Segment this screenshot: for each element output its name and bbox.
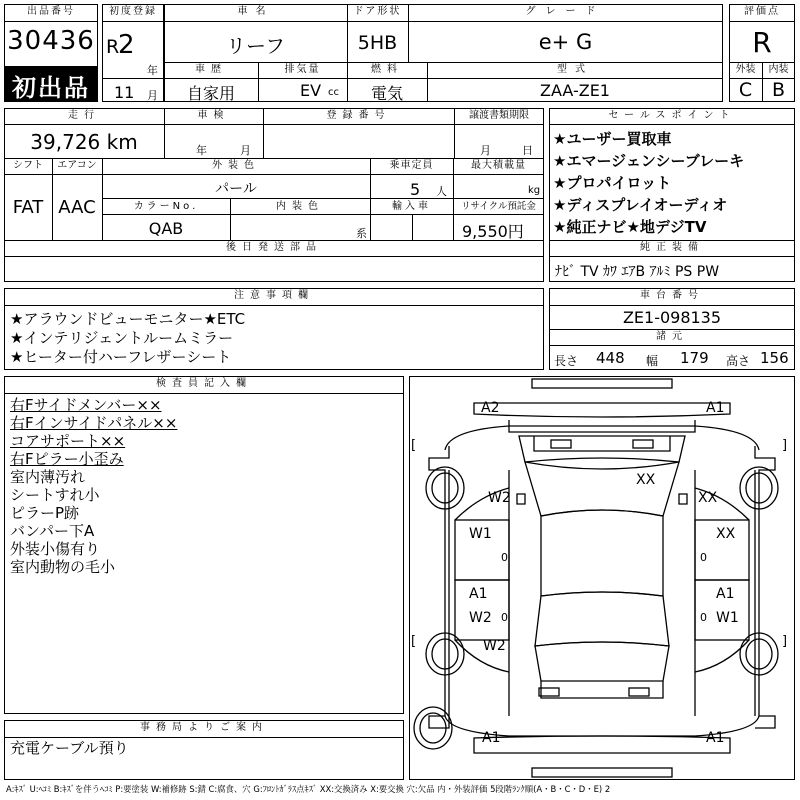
car-name: リーフ bbox=[226, 34, 285, 58]
damage-mark: A1 bbox=[469, 586, 488, 602]
int-color-unit: 系 bbox=[356, 227, 367, 240]
inspection-month-unit: 月 bbox=[240, 144, 251, 157]
fuel-label: 燃料 bbox=[371, 64, 403, 75]
office-note: 充電ケーブル預り bbox=[10, 739, 129, 757]
exterior-label: 外装 bbox=[735, 64, 756, 75]
color-no: QAB bbox=[148, 219, 184, 238]
inspector-note: 右Fピラー小歪み bbox=[10, 450, 124, 468]
inspector-note: 室内動物の毛小 bbox=[10, 558, 116, 576]
bracket-right: ] bbox=[782, 634, 788, 649]
first-reg-label: 初度登録 bbox=[109, 6, 157, 17]
int-color-label: 内装色 bbox=[276, 201, 324, 212]
mileage-label: 走行 bbox=[68, 110, 100, 121]
inspection-year-unit: 年 bbox=[196, 144, 207, 157]
first-reg-era: R bbox=[106, 36, 120, 58]
import-label: 輸入車 bbox=[392, 201, 431, 212]
first-reg-month-unit: 月 bbox=[147, 89, 158, 102]
model-label: 型式 bbox=[557, 64, 593, 75]
transfer-day-unit: 日 bbox=[522, 144, 533, 157]
score-label: 評価点 bbox=[744, 6, 780, 17]
displacement-label: 排気量 bbox=[284, 64, 321, 75]
length-label: 長さ bbox=[554, 354, 579, 368]
inspector-note: 外装小傷有り bbox=[10, 540, 101, 558]
sales-point-item: ★ユーザー買取車 bbox=[553, 130, 672, 148]
transfer-month-unit: 月 bbox=[480, 144, 491, 157]
interior-grade: B bbox=[771, 79, 786, 101]
damage-mark: W2 bbox=[483, 638, 506, 654]
color-no-label: カラーNo. bbox=[133, 201, 199, 212]
exterior-grade: C bbox=[738, 79, 753, 101]
damage-mark: A1 bbox=[706, 730, 725, 746]
ac: AAC bbox=[58, 197, 96, 218]
interior-label: 内装 bbox=[768, 64, 789, 75]
sales-point-item: ★プロパイロット bbox=[553, 174, 672, 192]
equipment-list: ﾅﾋﾞ TV ｶﾜ ｴｱB ｱﾙﾐ PS PW bbox=[555, 264, 720, 280]
damage-mark: XX bbox=[636, 472, 656, 488]
door-label: ドア形状 bbox=[353, 6, 402, 17]
damage-mark: W2 bbox=[488, 490, 511, 506]
displacement-unit: cc bbox=[328, 87, 339, 98]
width-label: 幅 bbox=[646, 354, 659, 368]
recycle-label: リサイクル預託金 bbox=[461, 201, 536, 212]
inspector-note: 右Fインサイドパネル×× bbox=[10, 414, 178, 432]
later-parts-label: 後日発送部品 bbox=[226, 242, 322, 253]
damage-mark: A1 bbox=[482, 730, 501, 746]
bracket-left: [ bbox=[411, 438, 417, 453]
reg-no-label: 登録番号 bbox=[326, 110, 391, 121]
bracket-right: ] bbox=[782, 438, 788, 453]
sales-points-label: セールスポイント bbox=[608, 110, 736, 121]
caution-item: ★ヒーター付ハーフレザーシート bbox=[10, 348, 232, 366]
sales-point-item: ★純正ナビ★地デジTV bbox=[553, 218, 707, 236]
equipment-label: 純正装備 bbox=[640, 242, 704, 253]
mileage: 39,726 km bbox=[30, 130, 138, 154]
inspector-note: バンパー下A bbox=[10, 522, 95, 540]
first-reg-month: 11 bbox=[114, 83, 135, 102]
lot-label: 出品番号 bbox=[27, 6, 75, 17]
history-label: 車歴 bbox=[195, 64, 227, 75]
transfer-label: 譲渡書類期限 bbox=[469, 110, 529, 121]
lot-number: 30436 bbox=[7, 26, 95, 56]
inspector-label: 検査員記入欄 bbox=[156, 378, 252, 389]
width: 179 bbox=[680, 349, 709, 367]
zero-mark: 0 bbox=[501, 611, 508, 624]
damage-mark: W1 bbox=[716, 610, 739, 626]
shift-label: シフト bbox=[13, 160, 43, 171]
damage-mark: XX bbox=[716, 526, 736, 542]
damage-mark: W1 bbox=[469, 526, 492, 542]
specs-label: 諸元 bbox=[656, 331, 688, 342]
office-label: 事務局よりご案内 bbox=[140, 722, 268, 733]
capacity-unit: 人 bbox=[436, 185, 447, 198]
door-type: 5HB bbox=[357, 32, 398, 54]
damage-mark: A1 bbox=[706, 400, 725, 416]
chassis-number: ZE1-098135 bbox=[622, 308, 722, 327]
sales-point-item: ★エマージェンシーブレーキ bbox=[553, 152, 745, 170]
model: ZAA-ZE1 bbox=[540, 81, 610, 100]
first-reg-year-unit: 年 bbox=[147, 64, 158, 77]
height-label: 高さ bbox=[726, 354, 751, 368]
damage-mark: W2 bbox=[469, 610, 492, 626]
recycle-fee: 9,550円 bbox=[462, 222, 524, 241]
damage-mark: A2 bbox=[481, 400, 500, 416]
grade-label: グレード bbox=[525, 6, 606, 17]
ext-color: パール bbox=[215, 181, 257, 197]
ac-label: エアコン bbox=[57, 160, 97, 171]
inspector-note: 室内薄汚れ bbox=[10, 468, 86, 486]
damage-mark: A1 bbox=[716, 586, 735, 602]
inspector-note: シートすれ小 bbox=[10, 486, 100, 504]
history: 自家用 bbox=[186, 84, 235, 103]
zero-mark: 0 bbox=[501, 551, 508, 564]
inspector-note: コアサポート×× bbox=[10, 432, 126, 450]
zero-mark: 0 bbox=[700, 611, 707, 624]
capacity-label: 乗車定員 bbox=[389, 160, 434, 171]
zero-mark: 0 bbox=[700, 551, 707, 564]
car-diagram bbox=[409, 376, 795, 780]
displacement: EV bbox=[300, 81, 322, 100]
first-listing-label: 初出品 bbox=[12, 74, 90, 102]
height: 156 bbox=[760, 349, 789, 367]
legend: A:ｷｽﾞ U:ﾍｺﾐ B:ｷｽﾞを伴うﾍｺﾐ P:要塗装 W:補修跡 S:錆 C:腐食、穴 G:ﾌﾛﾝﾄｶﾞﾗｽ点ｷｽﾞ XX:交換済み X:要交換 穴:欠品 内・外装評価 5段階ﾗﾝｸ順(A・B・C・D・E) 2 bbox=[6, 784, 611, 794]
load-unit: kg bbox=[528, 185, 541, 196]
capacity: 5 bbox=[410, 180, 421, 199]
inspector-note: 右Fサイドメンバー×× bbox=[10, 396, 162, 414]
inspection-label: 車検 bbox=[197, 110, 230, 121]
load-label: 最大積載量 bbox=[471, 160, 526, 171]
grade: e+ G bbox=[538, 30, 593, 54]
caution-item: ★インテリジェントルームミラー bbox=[10, 329, 234, 347]
caution-item: ★アラウンドビューモニター★ETC bbox=[10, 310, 246, 328]
damage-mark: XX bbox=[698, 490, 718, 506]
inspector-note: ピラーP跡 bbox=[10, 504, 80, 522]
length: 448 bbox=[596, 349, 625, 367]
sales-point-item: ★ディスプレイオーディオ bbox=[553, 196, 728, 214]
score: R bbox=[752, 26, 772, 59]
ext-color-label: 外装色 bbox=[212, 160, 260, 171]
chassis-label: 車台番号 bbox=[640, 290, 704, 301]
bracket-left: [ bbox=[411, 634, 417, 649]
shift: FAT bbox=[12, 197, 44, 218]
fuel: 電気 bbox=[370, 84, 403, 103]
first-reg-year: 2 bbox=[118, 30, 135, 60]
cautions-label: 注意事項欄 bbox=[234, 290, 314, 301]
car-name-label: 車名 bbox=[237, 6, 274, 17]
